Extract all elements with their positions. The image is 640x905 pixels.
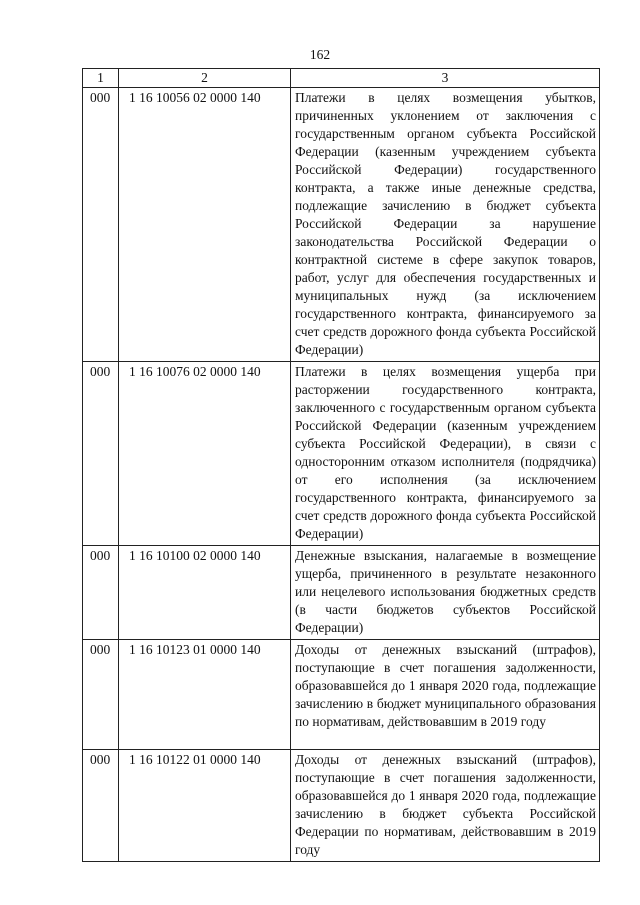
- budget-code-cell: 1 16 10100 02 0000 140: [119, 546, 291, 640]
- table-row: [83, 640, 600, 750]
- revenue-name-cell: Доходы от денежных взысканий (штрафов), поступающие в счет погашения задолженности, образовавшейся до 1 января 2020 года, подлежащие зачислению в бюджет муниципального образования по нормативам, действовавшим в 2019 году: [291, 640, 600, 750]
- budget-code-cell: 1 16 10122 01 0000 140: [119, 750, 291, 862]
- table-row: [83, 362, 600, 546]
- column-header-1: 1: [83, 69, 119, 88]
- table-header-row: [83, 69, 600, 88]
- revenue-codes-table: [82, 68, 600, 862]
- table-row: [83, 88, 600, 362]
- column-header-3: 3: [291, 69, 600, 88]
- table-row: [83, 750, 600, 862]
- admin-code-cell: 000: [83, 750, 119, 862]
- budget-code-cell: 1 16 10123 01 0000 140: [119, 640, 291, 750]
- admin-code-cell: 000: [83, 640, 119, 750]
- budget-code-cell: 1 16 10076 02 0000 140: [119, 362, 291, 546]
- admin-code-cell: 000: [83, 546, 119, 640]
- budget-code-cell: 1 16 10056 02 0000 140: [119, 88, 291, 362]
- column-header-2: 2: [119, 69, 291, 88]
- revenue-name-cell: Денежные взыскания, налагаемые в возмещение ущерба, причиненного в результате незаконного или нецелевого использования бюджетных средств (в части бюджетов субъектов Российской Федерации): [291, 546, 600, 640]
- admin-code-cell: 000: [83, 88, 119, 362]
- revenue-name-cell: Платежи в целях возмещения ущерба при расторжении государственного контракта, заключенного с государственным органом субъекта Российской Федерации (казенным учреждением субъекта Российской Федерации), в связи с односторонним отказом исполнителя (подрядчика) от его исполнения (за исключением государственного контракта, финансируемого за счет средств дорожного фонда субъекта Российской Федерации): [291, 362, 600, 546]
- table-row: [83, 546, 600, 640]
- revenue-name-cell: Доходы от денежных взысканий (штрафов), поступающие в счет погашения задолженности, образовавшейся до 1 января 2020 года, подлежащие зачислению в бюджет субъекта Российской Федерации по нормативам, действовавшим в 2019 году: [291, 750, 600, 862]
- page-number: 162: [309, 47, 331, 62]
- admin-code-cell: 000: [83, 362, 119, 546]
- revenue-name-cell: Платежи в целях возмещения убытков, причиненных уклонением от заключения с государственным органом субъекта Российской Федерации (казенным учреждением субъекта Российской Федерации) государственного контракта, а также иные денежные средства, подлежащие зачислению в бюджет субъекта Российской Федерации за нарушение законодательства Российской Федерации о контрактной системе в сфере закупок товаров, работ, услуг для обеспечения государственных и муниципальных нужд (за исключением государственного контракта, финансируемого за счет средств дорожного фонда субъекта Российской Федерации): [291, 88, 600, 362]
